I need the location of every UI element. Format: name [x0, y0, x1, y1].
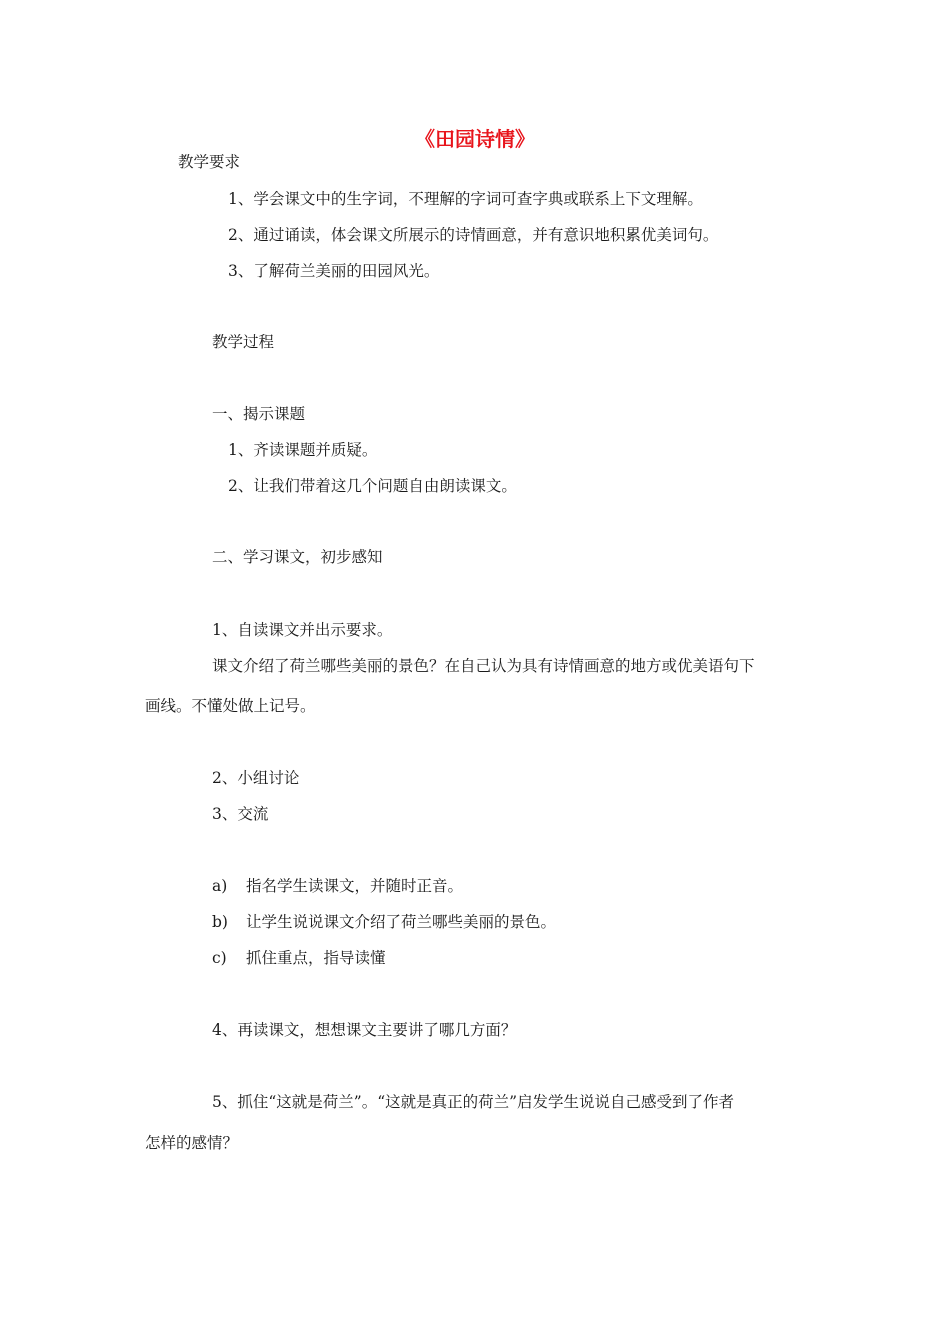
section2-step-1-detail-line1: 课文介绍了荷兰哪些美丽的景色？在自己认为具有诗情画意的地方或优美语句下: [212, 657, 755, 675]
sub-item-marker: c): [212, 949, 227, 967]
sub-item-text: 抓住重点，指导读懂: [246, 949, 386, 967]
section2-step-5-line2: 怎样的感情？: [145, 1134, 239, 1152]
section2-step-1: 1、自读课文并出示要求。: [212, 621, 393, 639]
document-title: 《田园诗情》: [415, 127, 535, 151]
section2-step-5-line1: 5、抓住“这就是荷兰”。“这就是真正的荷兰”启发学生说说自己感受到了作者: [212, 1093, 735, 1111]
sub-item-a: [212, 876, 463, 896]
requirements-heading: 教学要求: [178, 153, 241, 171]
section1-item-1: 1、齐读课题并质疑。: [228, 441, 378, 459]
section2-step-1-detail-line2: 画线。不懂处做上记号。: [145, 697, 316, 715]
requirement-item-1: 1、学会课文中的生字词，不理解的字词可查字典或联系上下文理解。: [228, 190, 703, 208]
sub-item-c: [212, 948, 386, 968]
requirement-item-2: 2、通过诵读，体会课文所展示的诗情画意，并有意识地积累优美词句。: [228, 226, 719, 244]
sub-item-text: 指名学生读课文，并随时正音。: [246, 877, 464, 895]
sub-item-marker: a): [212, 877, 228, 895]
sub-item-marker: b): [212, 913, 228, 931]
process-heading: 教学过程: [212, 333, 275, 351]
section2-step-3: 3、交流: [212, 805, 269, 823]
section2-step-2: 2、小组讨论: [212, 769, 300, 787]
sub-item-b: [212, 912, 556, 932]
sub-item-text: 让学生说说课文介绍了荷兰哪些美丽的景色。: [246, 913, 557, 931]
section2-heading: 二、学习课文，初步感知: [212, 548, 383, 566]
section2-step-4: 4、再读课文，想想课文主要讲了哪几方面？: [212, 1021, 517, 1039]
section1-item-2: 2、让我们带着这几个问题自由朗读课文。: [228, 477, 517, 495]
requirement-item-3: 3、了解荷兰美丽的田园风光。: [228, 262, 440, 280]
section1-heading: 一、揭示课题: [212, 405, 306, 423]
